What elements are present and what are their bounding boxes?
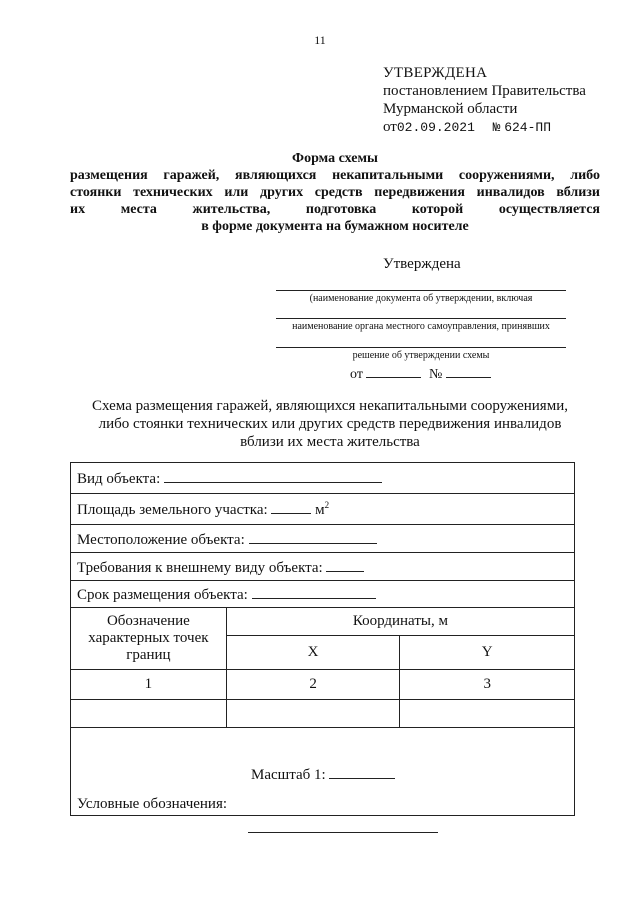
requirements-blank[interactable] xyxy=(326,557,364,572)
approval-date-prefix: от xyxy=(383,119,397,135)
empty-cell-y[interactable] xyxy=(400,700,575,728)
form-title-line1: Форма схемы xyxy=(292,151,378,166)
location-label: Местоположение объекта: xyxy=(77,531,245,548)
form-title-line5: в форме документа на бумажном носителе xyxy=(201,219,469,234)
schema-title xyxy=(60,397,600,451)
schema-title-line1: Схема размещения гаражей, являющихся некапитальными сооружениями, xyxy=(92,398,568,414)
scale-legend-row xyxy=(71,728,575,816)
form-title-line2: размещения гаражей, являющихся некапитальными сооружениями, либо xyxy=(70,168,600,183)
bottom-rule xyxy=(248,832,438,833)
scale-blank[interactable] xyxy=(329,764,395,779)
approval-line1: постановлением Правительства xyxy=(383,83,586,99)
requirements-label: Требования к внешнему виду объекта: xyxy=(77,559,323,576)
term-blank[interactable] xyxy=(252,584,376,599)
approval-number: 624-ПП xyxy=(504,120,551,135)
empty-data-row xyxy=(71,700,575,728)
term-row xyxy=(71,581,575,608)
number-blank[interactable] xyxy=(446,363,491,378)
numbers-row xyxy=(71,670,575,700)
object-type-row xyxy=(71,463,575,494)
approval-title: УТВЕРЖДЕНА xyxy=(383,65,488,81)
points-header: Обозначение характерных точек границ xyxy=(71,608,227,670)
approval-number-prefix: № xyxy=(492,120,501,135)
requirements-row xyxy=(71,553,575,581)
approval-note2: наименование органа местного самоуправления, принявших xyxy=(292,321,550,332)
form-title-line3: стоянки технических или других средств передвижения инвалидов вблизи xyxy=(70,185,600,200)
approval-line2: Мурманской области xyxy=(383,101,518,117)
form-title xyxy=(70,150,600,235)
approval-note3: решение об утверждении схемы xyxy=(352,350,490,361)
scale-label: Масштаб 1: xyxy=(251,767,326,783)
form-title-line4: их места жительства, подготовка которой осуществляется xyxy=(70,202,600,217)
empty-cell-x[interactable] xyxy=(226,700,400,728)
approval-date-number-row xyxy=(350,363,491,383)
approval-organ-line xyxy=(276,318,566,319)
approved-title: Утверждена xyxy=(383,256,461,272)
scale-line xyxy=(77,764,568,784)
area-blank[interactable] xyxy=(271,499,311,514)
object-type-label: Вид объекта: xyxy=(77,471,161,487)
object-type-blank[interactable] xyxy=(164,468,382,483)
term-label: Срок размещения объекта: xyxy=(77,587,248,603)
area-unit: м xyxy=(315,502,325,518)
x-header: X xyxy=(226,636,400,670)
schema-table xyxy=(70,462,575,816)
empty-cell-points[interactable] xyxy=(71,700,227,728)
area-label: Площадь земельного участка: xyxy=(77,502,268,518)
from-label: от xyxy=(350,367,363,382)
approval-date: 02.09.2021 xyxy=(396,120,475,135)
date-blank[interactable] xyxy=(366,363,421,378)
approval-date-line xyxy=(383,118,586,137)
page-number: 11 xyxy=(314,33,326,47)
number-label: № xyxy=(428,367,443,382)
col-num-1: 1 xyxy=(71,670,227,700)
approval-doc-line xyxy=(276,290,566,291)
location-blank[interactable] xyxy=(249,529,377,544)
approval-block xyxy=(383,64,586,137)
header-row xyxy=(71,608,575,636)
col-num-3: 3 xyxy=(400,670,575,700)
y-header: Y xyxy=(400,636,575,670)
coords-header: Координаты, м xyxy=(226,608,574,636)
area-unit-sup: 2 xyxy=(324,500,330,510)
col-num-2: 2 xyxy=(226,670,400,700)
approval-decision-line xyxy=(276,347,566,348)
location-row xyxy=(71,525,575,553)
schema-title-line2: либо стоянки технических или других средств передвижения инвалидов xyxy=(98,416,562,432)
legend-label: Условные обозначения: xyxy=(77,796,228,812)
schema-title-line3: вблизи их места жительства xyxy=(240,434,420,450)
area-row xyxy=(71,494,575,525)
approval-note1: (наименование документа об утверждении, включая xyxy=(309,293,533,304)
